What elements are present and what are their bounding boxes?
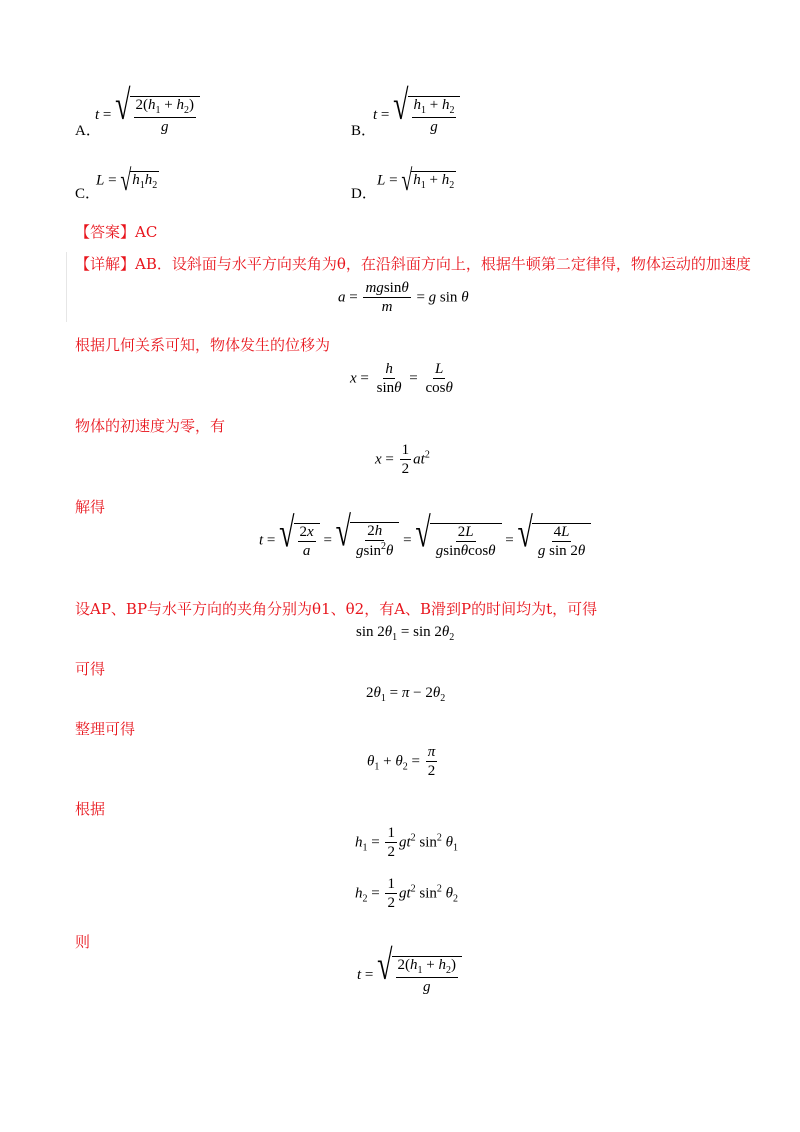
option-c-formula: L = √ $h_1h_2$ [96,164,158,198]
detail-line-1 [75,253,751,274]
equation-final-time: t = √ $\frac{2(h_1 + h_2)}{g}$ [357,956,462,996]
detail-line-6: 可得 [75,660,106,678]
detail-prefix: 【详解】 [75,255,136,273]
answer-line [75,221,157,242]
equation-kinematics: x = $\frac{1}{2}$ $at^2$ [375,442,430,478]
equation-h1: $h_1$ = $\frac{1}{2}$ $gt^2$ $\sin^2 \theta_1$ [355,825,459,861]
equation-angle-sum: $\theta_1 + \theta_2$ = $\frac{\pi}{2}$ [367,744,436,780]
equation-sin-equal: $\sin 2\theta_1 = \sin 2\theta_2$ [356,624,455,643]
equation-time: t = √ $\frac{2x}{a}$ = √ $\frac{2h}{gsin^2\theta}$ = √ $\frac{2L}{gsin\theta\cos\theta}$ = √ $\frac{4L}{\text{g sin 2θ}}$ [259,522,591,560]
option-c-label: C． [75,186,101,202]
answer-prefix: 【答案】 [75,223,136,241]
equation-acceleration: a = $\frac{mgsin\theta}{m}$ = g sin θ [338,280,469,316]
detail-line-5: 设AP、BP与水平方向的夹角分别为θ1、θ2，有A、B滑到P的时间均为t，可得 [75,600,598,618]
detail-line-4: 解得 [75,498,106,516]
detail-line-8: 根据 [75,800,106,818]
option-a-formula: t = √ $\frac{2(h_1 + h_2)}{g}$ [95,96,200,136]
equation-h2: $h_2$ = $\frac{1}{2}$ $gt^2$ $\sin^2 \theta_2$ [355,876,459,912]
margin-rule [66,252,67,322]
equation-displacement: x = $\frac{h}{\sin\theta}$ = $\frac{L}{\cos\theta}$ [350,361,453,397]
equation-angle-relation: $2\theta_1 = \pi - 2\theta_2$ [366,685,446,704]
detail-text-1: AB．设斜面与水平方向夹角为θ，在沿斜面方向上，根据牛顿第二定律得，物体运动的加速度 [135,255,751,273]
detail-line-2: 根据几何关系可知，物体发生的位移为 [75,336,331,354]
option-b-label: B． [351,123,377,139]
detail-line-7: 整理可得 [75,720,136,738]
detail-line-3: 物体的初速度为零，有 [75,417,226,435]
detail-line-9: 则 [75,933,91,951]
option-a-label: A． [75,123,101,139]
answer-value: AC [135,223,158,241]
option-d-formula: L = √ $h_1 + h_2$ [377,164,455,198]
option-d-label: D． [351,186,377,202]
option-b-formula: t = √ $\frac{h_1 + h_2}{g}$ [373,96,460,136]
